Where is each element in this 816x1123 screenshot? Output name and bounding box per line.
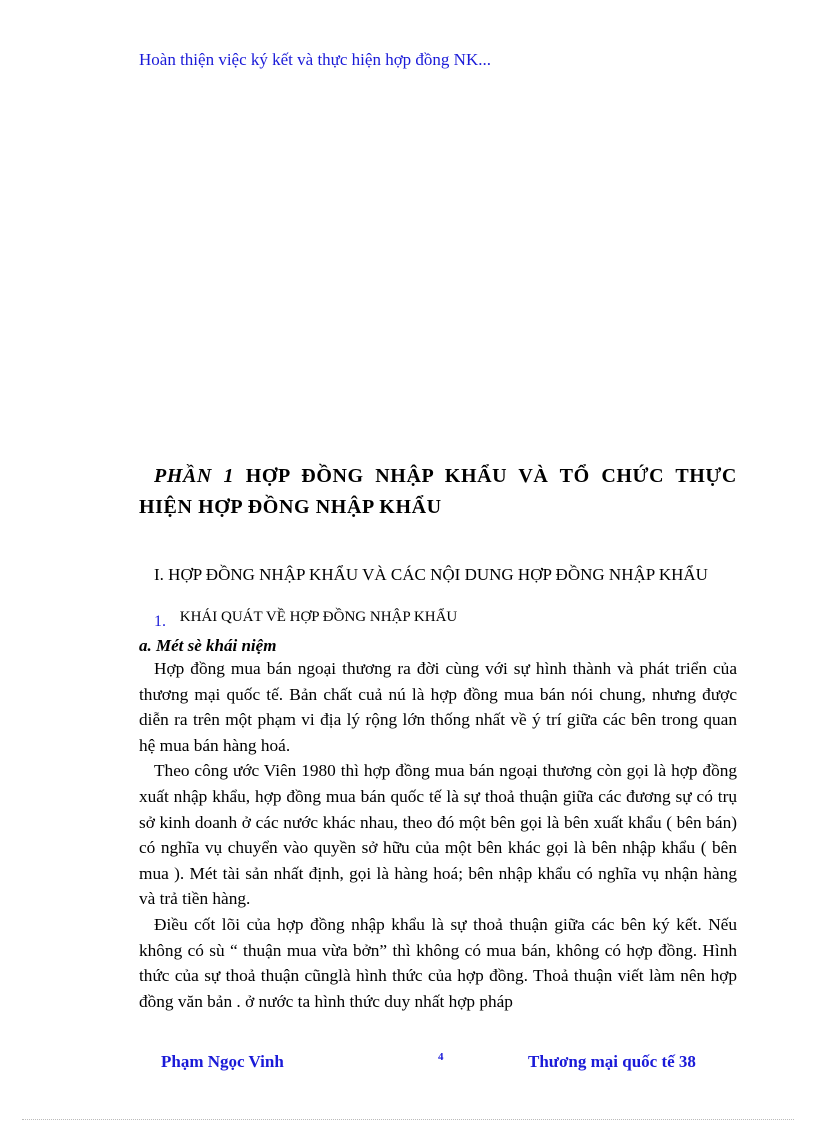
page-header-title: Hoàn thiện việc ký kết và thực hiện hợp đồng NK... <box>139 50 491 69</box>
paragraph: Hợp đồng mua bán ngoại thương ra đời cùng với sự hình thành và phát triển của thương mại quốc tế. Bản chất cuả nú là hợp đồng mua bán nói chung, nhưng được diễn ra trên một phạm vi địa lý rộng lớn thống nhất về ý trí giữa các bên trong quan hệ mua bán hàng hoá. <box>139 659 737 755</box>
page-footer <box>0 1052 816 1076</box>
concept-heading: a. Mét sè khái niệm <box>139 636 277 655</box>
footer-page-number: 4 <box>438 1051 444 1063</box>
paragraph: Điều cốt lõi của hợp đồng nhập khẩu là sự thoả thuận giữa các bên ký kết. Nếu không có sù “ thuận mua vừa bởn” thì không có mua bán, không có hợp đồng. Hình thức của sự thoả thuận cũnglà hình thức của hợp đồng. Thoả thuận viết làm nên hợp đồng văn bản . ở nước ta hình thức duy nhất hợp pháp <box>139 914 737 1011</box>
part-heading <box>139 461 737 523</box>
body-text <box>139 656 737 1014</box>
page-bottom-divider <box>22 1119 794 1120</box>
subsection-heading <box>154 609 458 631</box>
footer-author: Phạm Ngọc Vinh <box>161 1052 284 1071</box>
subsection-title: KHÁI QUÁT VỀ HỢP ĐỒNG NHẬP KHẨU <box>179 609 458 625</box>
section-heading <box>139 563 737 587</box>
part-title: HỢP ĐỒNG NHẬP KHẨU VÀ TỔ CHỨC THỰC HIỆN HỢP ĐỒNG NHẬP KHẨU <box>139 465 737 518</box>
subsection-number: 1. <box>154 613 166 630</box>
paragraph: Theo công ước Viên 1980 thì hợp đồng mua bán ngoại thương còn gọi là hợp đồng xuất nhập khẩu, hợp đồng mua bán quốc tế là sự thoả thuận giữa các đương sự có trụ sở kinh doanh ở các nước khác nhau, theo đó một bên gọi là bên xuất khẩu ( bên bán) có nghĩa vụ chuyển vào quyền sở hữu của một bên khác gọi là bên nhập khẩu ( bên mua ). Mét tài sản nhất định, gọi là hàng hoá; bên nhập khẩu có nghĩa vụ nhận hàng và trả tiền hàng. <box>139 761 737 909</box>
footer-course: Thương mại quốc tế 38 <box>528 1052 696 1071</box>
section-title: I. HỢP ĐỒNG NHẬP KHẨU VÀ CÁC NỘI DUNG HỢP ĐỒNG NHẬP KHẨU <box>154 565 708 584</box>
part-label: PHẦN 1 <box>154 465 235 487</box>
